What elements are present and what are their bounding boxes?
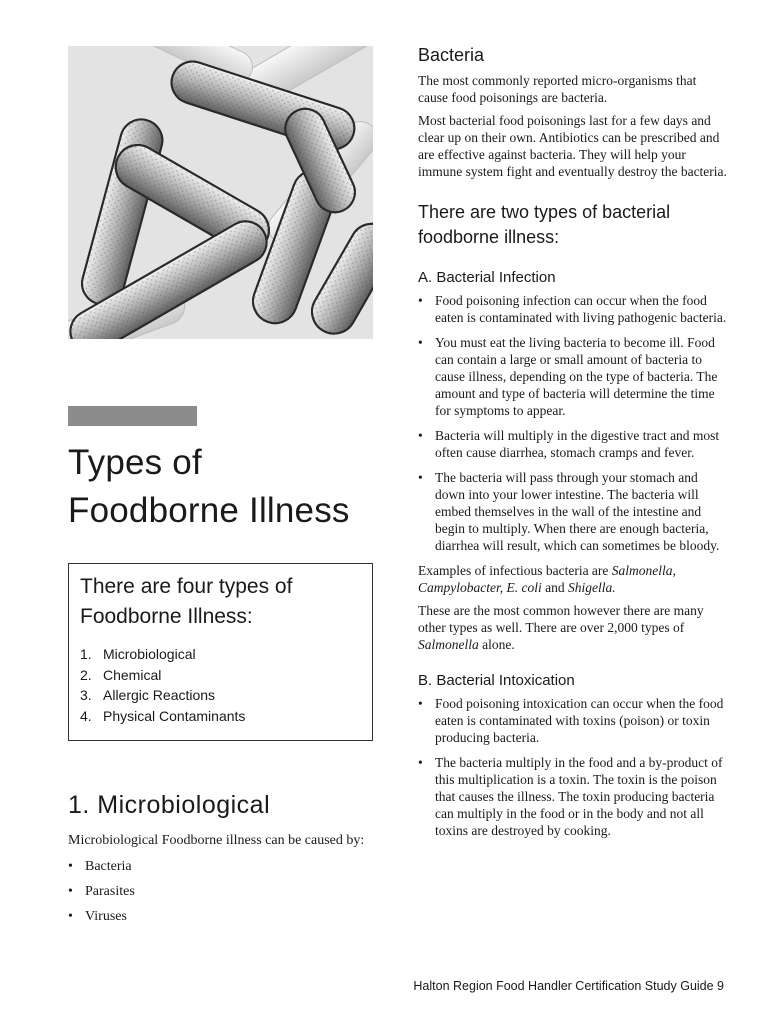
page-footer: Halton Region Food Handler Certification Study Guide 9	[413, 979, 724, 993]
infectious-examples: Examples of infectious bacteria are Salmonella, Campylobacter, E. coli and Shigella.	[418, 563, 676, 595]
list-item: • The bacteria will pass through your stomach and down into your lower intestine. The bacteria will embed themselves in the wall of the intestine and begin to multiply. When there are enough bacteria, diarrhea will result, which can sometimes be bloody.	[418, 470, 720, 553]
microbiological-intro: Microbiological Foodborne illness can be caused by:	[68, 833, 365, 848]
list-item: 1. Microbiological	[80, 646, 196, 662]
list-item: 4. Physical Contaminants	[80, 707, 246, 724]
list-item: • Bacteria will multiply in the digestive tract and most often cause diarrhea, stomach cramps and fever.	[418, 428, 720, 460]
list-item: 3. Allergic Reactions	[80, 687, 216, 703]
list-item: • Food poisoning infection can occur when the food eaten is contaminated with living pathogenic bacteria.	[418, 293, 727, 325]
list-item: • You must eat the living bacteria to become ill. Food can contain a large or small amount of bacteria to cause illness, depending on the type of bacteria. The amount and type of bacteria will determine the time for symptoms to appear.	[418, 335, 718, 418]
list-item: • Parasites	[68, 884, 135, 899]
bacteria-heading: Bacteria	[418, 45, 485, 65]
bacterial-infection-heading: A. Bacterial Infection	[418, 269, 556, 286]
microbiological-causes-list	[68, 858, 373, 925]
left-column	[68, 46, 373, 933]
page-title: Types of Foodborne Illness	[68, 443, 350, 530]
bacterial-infection-list	[418, 292, 728, 554]
list-item: • The bacteria multiply in the food and a by-product of this multiplication is a toxin. The toxin is the poison that causes the illness. The toxin producing bacteria can multiply in the food or in the body and not all toxins are destroyed by cooking.	[418, 755, 723, 838]
four-types-box	[68, 563, 373, 741]
bacterial-intoxication-list	[418, 695, 728, 839]
bacterial-intoxication-heading: B. Bacterial Intoxication	[418, 672, 575, 689]
four-types-list	[80, 644, 362, 726]
microbiological-heading: 1. Microbiological	[68, 791, 271, 819]
common-types-note: These are the most common however there are many other types as well. There are over 2,000 types of Salmonella alone.	[418, 603, 704, 652]
list-item: • Bacteria	[68, 859, 132, 874]
bacteria-para-1: The most commonly reported micro-organisms that cause food poisonings are bacteria.	[418, 73, 697, 105]
list-item: • Food poisoning intoxication can occur when the food eaten is contaminated with toxins (poison) or toxin producing bacteria.	[418, 696, 724, 745]
title-accent-bar	[68, 406, 197, 426]
four-types-heading: There are four types of Foodborne Illness:	[80, 575, 293, 628]
list-item: 2. Chemical	[80, 666, 162, 683]
two-types-heading: There are two types of bacterial foodborne illness:	[418, 202, 671, 247]
bacteria-micrograph-icon	[68, 46, 373, 339]
bacteria-para-2: Most bacterial food poisonings last for a few days and clear up on their own. Antibiotics can be prescribed and are effective against bacteria. They will help your immune system fight and eventually destroy the bacteria.	[418, 113, 727, 179]
right-column	[418, 44, 728, 847]
bacteria-micrograph-image	[68, 46, 373, 339]
list-item: • Viruses	[68, 909, 127, 924]
